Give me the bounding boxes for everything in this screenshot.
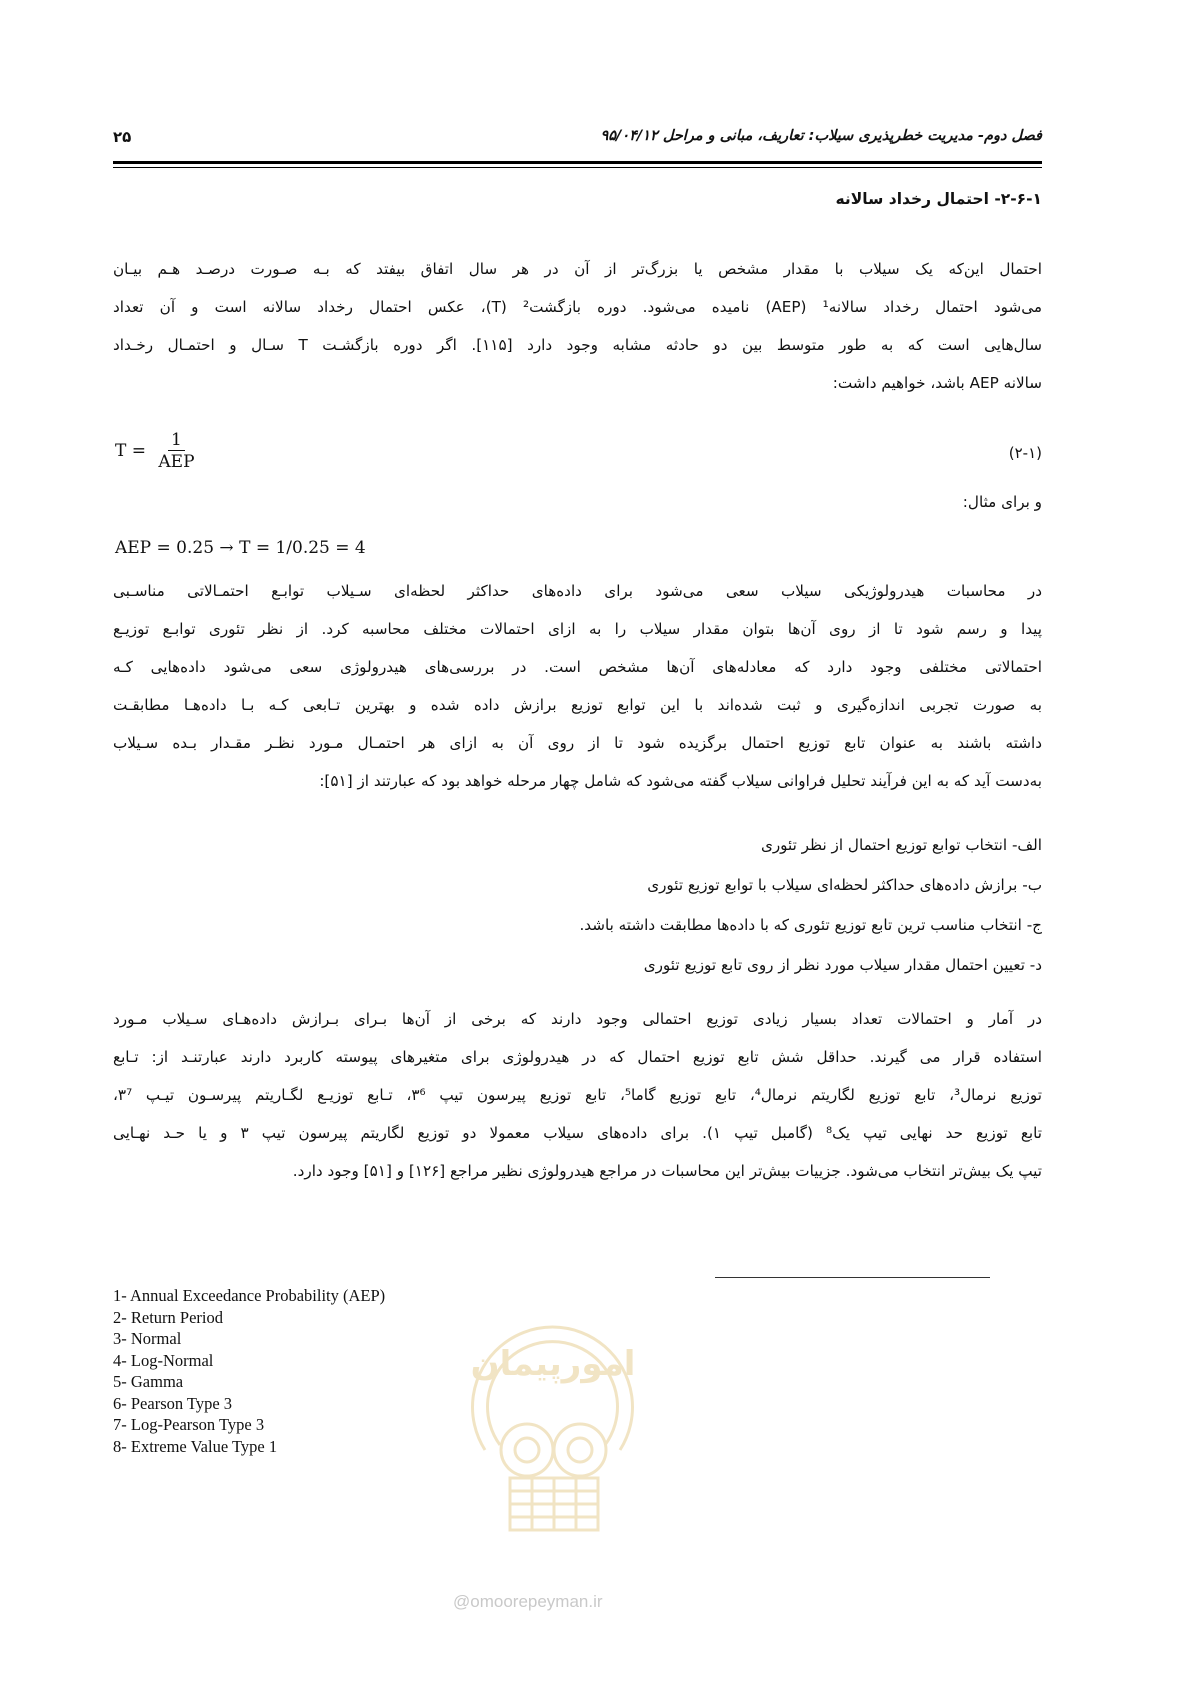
page-number: ۲۵ xyxy=(113,128,132,146)
list-item: ب- برازش داده‌های حداکثر لحظه‌ای سیلاب با توابع توزیع تئوری xyxy=(647,876,1042,894)
formula-return-period xyxy=(115,430,198,473)
footnotes xyxy=(113,1285,385,1457)
footnote: 6- Pearson Type 3 xyxy=(113,1393,233,1413)
paragraph-line: سالانه AEP باشد، خواهیم داشت: xyxy=(832,374,1042,392)
footnote: 8- Extreme Value Type 1 xyxy=(113,1436,278,1456)
formula-lhs: T = xyxy=(115,441,146,461)
example-intro: و برای مثال: xyxy=(962,493,1042,511)
paragraph-aep xyxy=(113,250,1042,402)
paragraph-line: تیپ یک بیش‌تر انتخاب می‌شود. جزییات بیش‌تر این محاسبات در مراجع هیدرولوژی نظیر مراجع [۱۲۶] و [۵۱] وجود دارد. xyxy=(292,1162,1042,1180)
paragraph-line: پیدا و رسم شود تا از روی آن‌ها بتوان مقدار سیلاب را به ازای احتمالات مختلف محاسبه کرد. از نظر تئوری توابـع توزیـع xyxy=(113,620,1042,638)
chapter-title: فصل دوم- مدیریت خطرپذیری سیلاب: تعاریف، مبانی و مراحل ۹۵/۰۴/۱۲ xyxy=(600,128,1042,144)
list-item: الف- انتخاب توابع توزیع احتمال از نظر تئوری xyxy=(760,836,1042,854)
formula-fraction xyxy=(155,430,197,473)
paragraph-line: سال‌هایی است که به طور متوسط بین دو حادثه مشابه وجود دارد [۱۱۵]. اگر دوره بازگشـت T سـال و احتمـال رخـداد xyxy=(113,336,1042,354)
formula-numerator: 1 xyxy=(168,430,185,451)
paragraph-line: در محاسبات هیدرولوژیکی سیلاب سعی می‌شود برای داده‌های حداکثر لحظه‌ای سـیلاب توابـع احتمـالاتی مناسـبی xyxy=(113,582,1042,600)
paragraph-line: تابع توزیع حد نهایی تیپ یک⁸ (گامبل تیپ ۱). برای داده‌های سیلاب معمولا دو توزیع لگاریتم پیرسون تیپ ۳ و یا حـد نهـایی xyxy=(113,1124,1042,1142)
footnote-separator xyxy=(715,1277,990,1278)
paragraph-line: توزیع نرمال³، تابع توزیع لگاریتم نرمال⁴، تابع توزیع گاما⁵، تابع توزیع پیرسون تیپ ۳⁶، تـابع توزیـع لگـاریتم پیرسـون تیـپ ۳⁷، xyxy=(113,1086,1042,1104)
paragraph-line: در آمار و احتمالات تعداد بسیار زیادی توزیع احتمالی وجود دارند که برخی از آن‌ها بـرای بـرازش داده‌هـای سـیلاب مـورد xyxy=(113,1010,1042,1028)
formula-denominator: AEP xyxy=(158,452,195,472)
paragraph-line: داشته باشند به عنوان تابع توزیع احتمال برگزیده شود تا از روی آن به ازای هر احتمـال مـورد نظـر مقـدار بـده سـیلاب xyxy=(113,734,1042,752)
paragraph-line: به‌دست آید که به این فرآیند تحلیل فراوانی سیلاب گفته می‌شود که شامل چهار مرحله خواهد بود که عبارتند از [۵۱]: xyxy=(319,772,1042,790)
header-rule-thin xyxy=(113,167,1042,168)
footnote: 2- Return Period xyxy=(113,1307,223,1327)
paragraph-line: احتمال این‌که یک سیلاب با مقدار مشخص یا بزرگ‌تر از آن در هر سال اتفاق بیفتد که بـه صـورت درصـد هـم بیـان xyxy=(113,260,1042,278)
paragraph-line: می‌شود احتمال رخداد سالانه¹ (AEP) نامیده می‌شود. دوره بازگشت² (T)، عکس احتمال رخداد سالانه است و آن تعداد xyxy=(113,298,1042,316)
watermark-site: @omoorepeyman.ir xyxy=(453,1592,603,1611)
paragraph-line: احتمالاتی مختلفی وجود دارد که معادله‌های آن‌ها مشخص است. در بررسی‌های هیدرولوژی سعی می‌شود داده‌هایی کـه xyxy=(113,658,1042,676)
equation-number: (۲-۱) xyxy=(1008,444,1042,462)
section-heading: ۲-۶-۱- احتمال رخداد سالانه xyxy=(835,190,1042,208)
paragraph-distributions xyxy=(113,1000,1042,1190)
footnote: 4- Log-Normal xyxy=(113,1350,214,1370)
paragraph-hydrology xyxy=(113,572,1042,800)
footnote: 5- Gamma xyxy=(113,1372,184,1391)
formula-example: AEP = 0.25 → T = 1/0.25 = 4 xyxy=(115,538,366,558)
paragraph-line: به صورت تجربی اندازه‌گیری و ثبت شده‌اند با این توابع توزیع برازش داده شده و بهترین تـابعی کـه بـا داده‌هـا مطابقـت xyxy=(113,696,1042,714)
paragraph-line: استفاده قرار می گیرند. حداقل شش تابع توزیع احتمال که در هیدرولوژی برای متغیرهای پیوسته کاربرد دارند عبارتنـد از: تـابع xyxy=(113,1048,1042,1066)
svg-text:امورپیمان: امورپیمان xyxy=(470,1344,636,1384)
footnote: 1- Annual Exceedance Probability (AEP) xyxy=(113,1286,386,1305)
list-item: د- تعیین احتمال مقدار سیلاب مورد نظر از روی تابع توزیع تئوری xyxy=(643,956,1042,974)
header-rule-thick xyxy=(113,161,1042,164)
footnote: 3- Normal xyxy=(113,1329,182,1348)
watermark-logo xyxy=(455,1300,650,1540)
page-header xyxy=(113,128,1042,152)
footnote: 7- Log-Pearson Type 3 xyxy=(113,1415,265,1434)
list-item: ج- انتخاب مناسب ترین تابع توزیع تئوری که با داده‌ها مطابقت داشته باشد. xyxy=(579,916,1042,934)
